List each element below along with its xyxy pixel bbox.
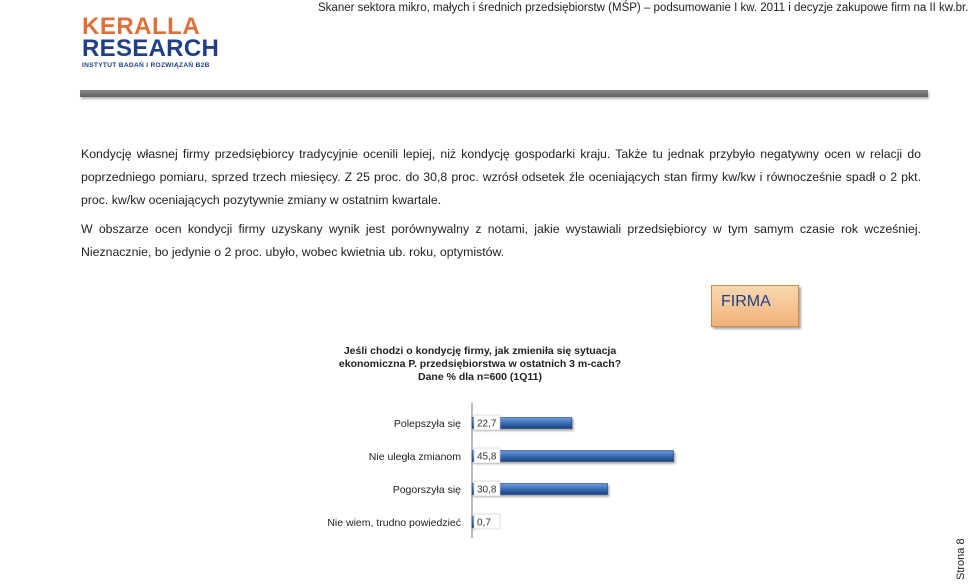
- chart-category-label: Nie wiem, trudno powiedzieć: [327, 517, 461, 529]
- chart-data-label: 30,8: [477, 484, 497, 496]
- logo-tagline: INSTYTUT BADAŃ I ROZWIĄZAŃ B2B: [82, 62, 210, 69]
- page-number: Strona 8: [955, 538, 967, 580]
- document-header-title: Skaner sektora mikro, małych i średnich przedsiębiorstw (MŚP) – podsumowanie I kw. 2011 i decyzje zakupowe firm na II kw.br.: [318, 2, 968, 14]
- logo-line-keralla: KERALLA: [82, 13, 201, 40]
- firma-badge-label: FIRMA: [721, 293, 771, 310]
- logo-line-research: RESEARCH: [82, 35, 220, 62]
- chart-category-label: Nie uległa zmianom: [368, 451, 461, 463]
- chart-data-label: 45,8: [477, 451, 497, 463]
- chart-data-label: 0,7: [477, 517, 491, 529]
- chart-category-label: Pogorszyła się: [392, 484, 461, 496]
- firma-badge: [711, 285, 799, 327]
- paragraph-company-condition: Kondycję własnej firmy przedsiębiorcy tradycyjnie ocenili lepiej, niż kondycję gospodarki kraju. Także tu jednak przybyło negatywny ocen w relacji do poprzedniego pomiaru, sprzed trzech miesięcy. Z 25 proc. do 30,8 proc. wzrósł odsetek źle oceniających stan firmy kw/kw i równocześnie spadł o 2 pkt. proc. kw/kw oceniających pozytywnie zmiany w ostatnim kwartale.: [81, 147, 921, 207]
- paragraph-year-comparison: W obszarze ocen kondycji firmy uzyskany wynik jest porównywalny z notami, jakie wystawiali przedsiębiorcy w tym samym czasie rok wcześniej. Nieznacznie, bo jedynie o 2 proc. ubyło, wobec kwietnia ub. roku, optymistów.: [81, 222, 921, 259]
- chart-title: Jeśli chodzi o kondycję firmy, jak zmieniła się sytuacja ekonomiczna P. przedsiębiorstwa w ostatnich 3 m-cach? Dane % dla n=600 (1Q11): [338, 345, 622, 383]
- keralla-research-logo: [82, 13, 222, 76]
- chart-category-label: Polepszyła się: [393, 418, 461, 430]
- header-divider: [80, 90, 928, 97]
- company-condition-bar-chart: [300, 395, 720, 545]
- chart-data-label: 22,7: [477, 418, 497, 430]
- chart-bar: [472, 451, 674, 462]
